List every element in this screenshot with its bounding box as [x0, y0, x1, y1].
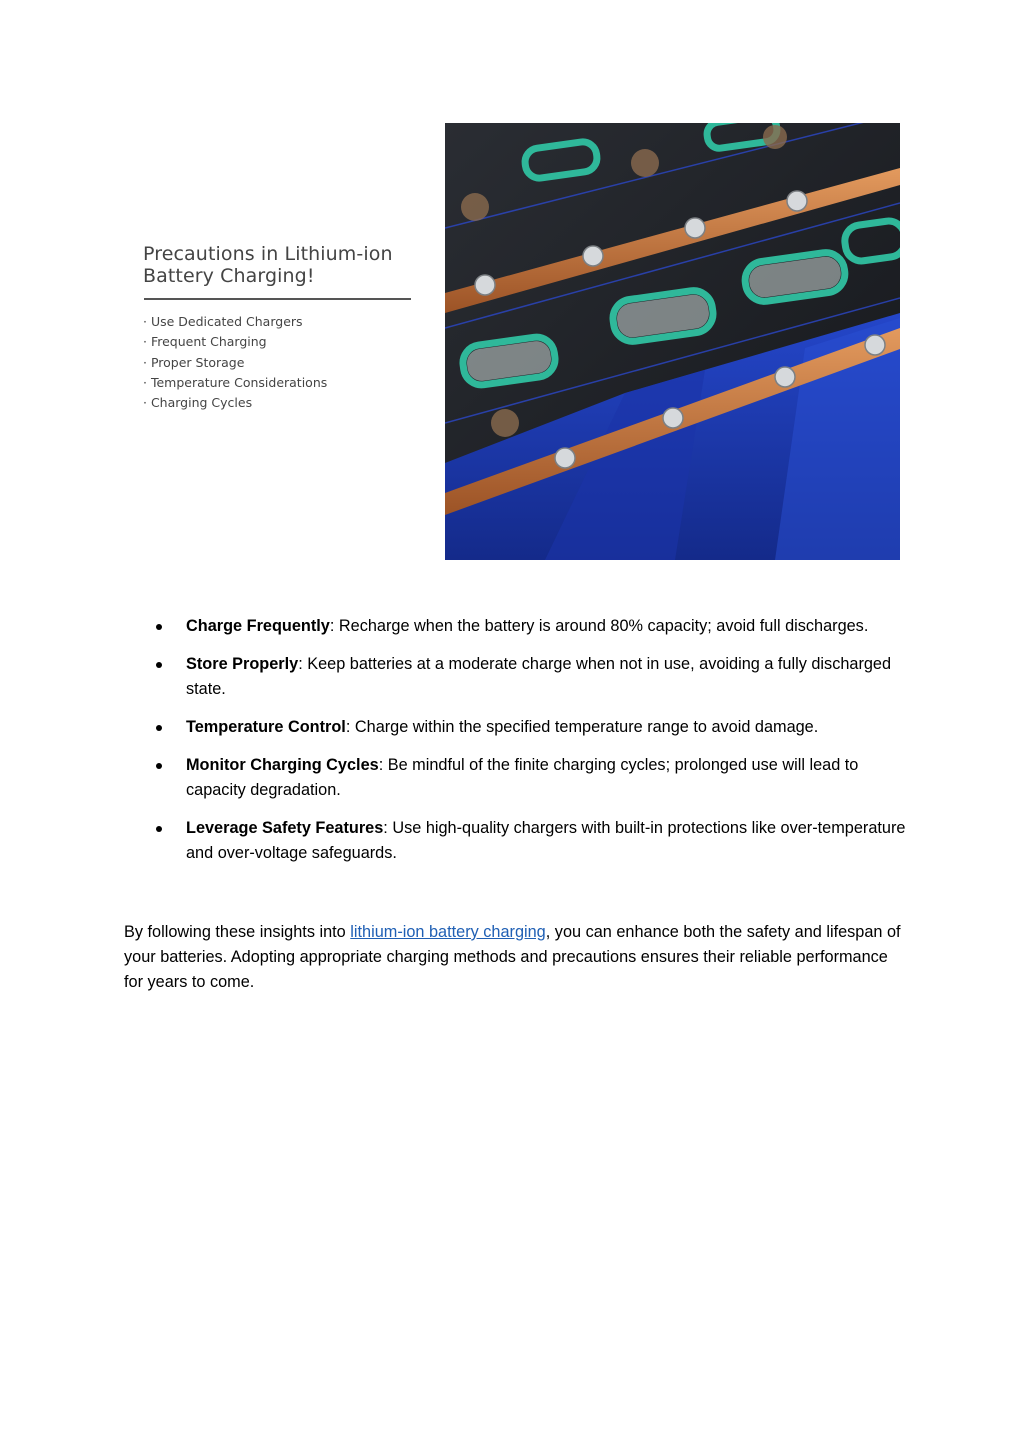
- tip-term: Temperature Control: [186, 718, 346, 736]
- tip-term: Leverage Safety Features: [186, 819, 384, 837]
- battery-cells-photo: [445, 123, 900, 560]
- list-item: [124, 652, 914, 702]
- closing-paragraph: [124, 920, 904, 995]
- charging-tips-list: [124, 614, 914, 879]
- graphic-list-item: · Proper Storage: [143, 354, 245, 370]
- graphic-list-item: · Temperature Considerations: [143, 374, 328, 390]
- tip-term: Monitor Charging Cycles: [186, 756, 379, 774]
- graphic-divider: [144, 298, 411, 300]
- battery-cells-illustration: [445, 123, 900, 560]
- closing-text-after: , you can enhance both the safety and lifespan of your batteries. Adopting appropriate charging methods and precautions ensures their reliable performance for years to come.: [124, 923, 901, 991]
- precautions-graphic: [123, 123, 900, 560]
- list-item: [124, 816, 914, 866]
- tip-term: Store Properly: [186, 655, 299, 673]
- graphic-list-item: · Charging Cycles: [143, 395, 253, 411]
- graphic-text-panel: [123, 123, 445, 560]
- bullet-dot-icon: [156, 763, 162, 769]
- list-item: [124, 715, 914, 740]
- tip-text: : Use high-quality chargers with built-in protections like over-temperature and over-voltage safeguards.: [186, 819, 906, 862]
- lithium-ion-charging-link[interactable]: lithium-ion battery charging: [350, 923, 546, 941]
- tip-text: : Recharge when the battery is around 80% capacity; avoid full discharges.: [329, 617, 869, 635]
- bullet-dot-icon: [156, 725, 162, 731]
- bullet-dot-icon: [156, 624, 162, 630]
- graphic-title-line1: Precautions in Lithium-ion: [143, 243, 393, 265]
- bullet-dot-icon: [156, 662, 162, 668]
- tip-text: : Charge within the specified temperature range to avoid damage.: [345, 718, 819, 736]
- tip-term: Charge Frequently: [186, 617, 330, 635]
- graphic-title-line2: Battery Charging!: [143, 265, 315, 287]
- list-item: [124, 753, 914, 803]
- graphic-list: [143, 312, 327, 413]
- list-item: [124, 614, 914, 639]
- graphic-list-item: · Use Dedicated Chargers: [143, 314, 303, 329]
- tip-text: : Be mindful of the finite charging cycles; prolonged use will lead to capacity degradation.: [186, 756, 859, 799]
- closing-text-before: By following these insights into: [124, 923, 351, 941]
- bullet-dot-icon: [156, 826, 162, 832]
- graphic-title: [143, 243, 423, 287]
- tip-text: : Keep batteries at a moderate charge when not in use, avoiding a fully discharged state.: [186, 655, 892, 698]
- graphic-list-item: · Frequent Charging: [143, 334, 267, 350]
